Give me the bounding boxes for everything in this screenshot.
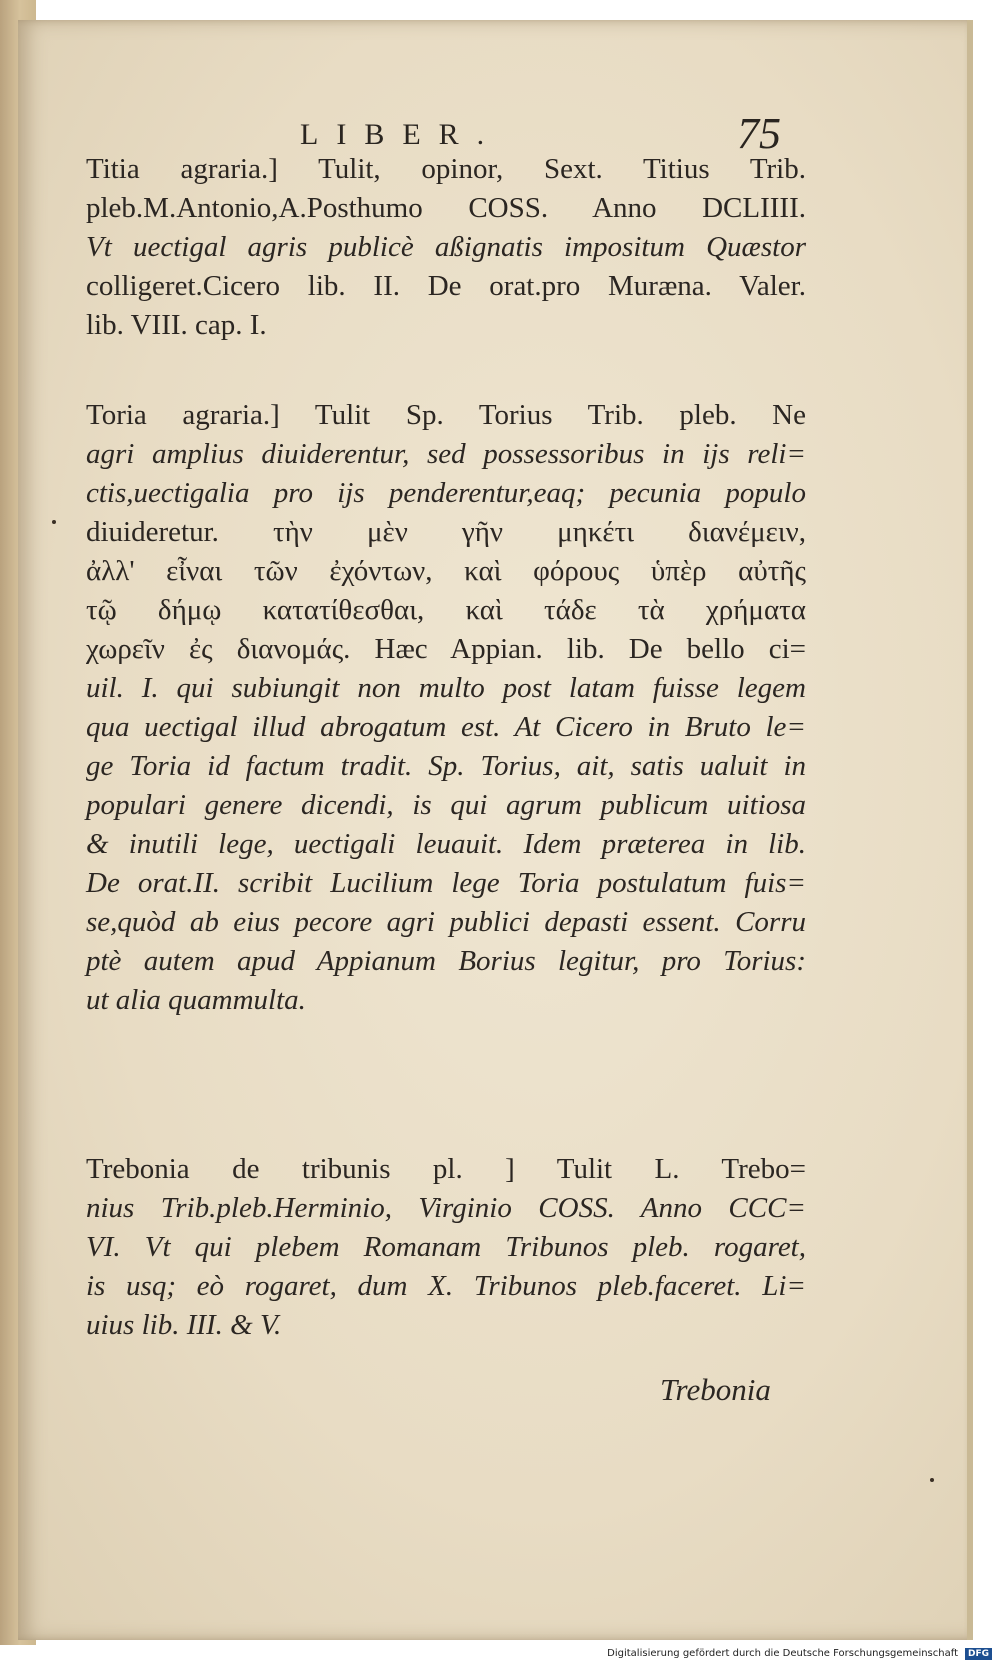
entry-titia <box>86 150 806 345</box>
page-blemish <box>930 1478 934 1482</box>
entry-line: Titia agraria.] Tulit, opinor, Sext. Titius Trib. <box>86 153 806 185</box>
entry-line: Vt uectigal agris publicè aßignatis impositum Quæstor <box>86 231 806 263</box>
entry-line: pleb.M.Antonio,A.Posthumo COSS. Anno DCLIIII. <box>86 192 806 224</box>
page-number: 75 <box>737 109 781 158</box>
funding-credit: Digitalisierung gefördert durch die Deutsche Forschungsgemeinschaft <box>607 1648 958 1659</box>
entry-line-greek: τῷ δήμῳ κατατίθεσθαι, καὶ τάδε τὰ χρήματα <box>86 594 806 626</box>
entry-line: nius Trib.pleb.Herminio, Virginio COSS. Anno CCC= <box>86 1192 806 1224</box>
entry-line: Trebonia de tribunis pl. ] Tulit L. Trebo= <box>86 1153 806 1185</box>
entry-line: VI. Vt qui plebem Romanam Tribunos pleb. rogaret, <box>86 1231 806 1263</box>
entry-trebonia <box>86 1150 806 1345</box>
entry-line: ge Toria id factum tradit. Sp. Torius, ait, satis ualuit in <box>86 750 806 782</box>
entry-line: is usq; eò rogaret, dum X. Tribunos pleb.faceret. Li= <box>86 1270 806 1302</box>
entry-line: ptè autem apud Appianum Borius legitur, pro Torius: <box>86 945 806 977</box>
catchword: Trebonia <box>660 1372 771 1407</box>
entry-line: & inutili lege, uectigali leuauit. Idem præterea in lib. <box>86 828 806 860</box>
entry-line: χωρεῖν ἐς διανομάς. Hæc Appian. lib. De bello ci= <box>86 633 806 665</box>
entry-line: agri amplius diuiderentur, sed possessoribus in ijs reli= <box>86 438 806 470</box>
page-blemish <box>52 520 56 524</box>
entry-line-greek: diuideretur. τὴν μὲν γῆν μηκέτι διανέμειν, <box>86 516 806 548</box>
entry-toria <box>86 396 806 1020</box>
entry-line: ctis,uectigalia pro ijs penderentur,eaq; pecunia populo <box>86 477 806 509</box>
entry-line: ut alia quammulta. <box>86 984 306 1016</box>
entry-line: De orat.II. scribit Lucilium lege Toria postulatum fuis= <box>86 867 806 899</box>
entry-line: Toria agraria.] Tulit Sp. Torius Trib. pleb. Ne <box>86 399 806 431</box>
running-head: LIBER. <box>300 118 503 151</box>
entry-line: qua uectigal illud abrogatum est. At Cicero in Bruto le= <box>86 711 806 743</box>
entry-line: populari genere dicendi, is qui agrum publicum uitiosa <box>86 789 806 821</box>
entry-line-greek: ἀλλ' εἶναι τῶν ἐχόντων, καὶ φόρους ὑπὲρ αὐτῆς <box>86 555 806 587</box>
entry-line: uius lib. III. & V. <box>86 1309 282 1341</box>
dfg-logo: DFG <box>965 1648 992 1660</box>
entry-line: uil. I. qui subiungit non multo post latam fuisse legem <box>86 672 806 704</box>
entry-line: lib. VIII. cap. I. <box>86 309 267 341</box>
entry-line: se,quòd ab eius pecore agri publici depasti essent. Corru <box>86 906 806 938</box>
entry-line: colligeret.Cicero lib. II. De orat.pro Muræna. Valer. <box>86 270 806 302</box>
